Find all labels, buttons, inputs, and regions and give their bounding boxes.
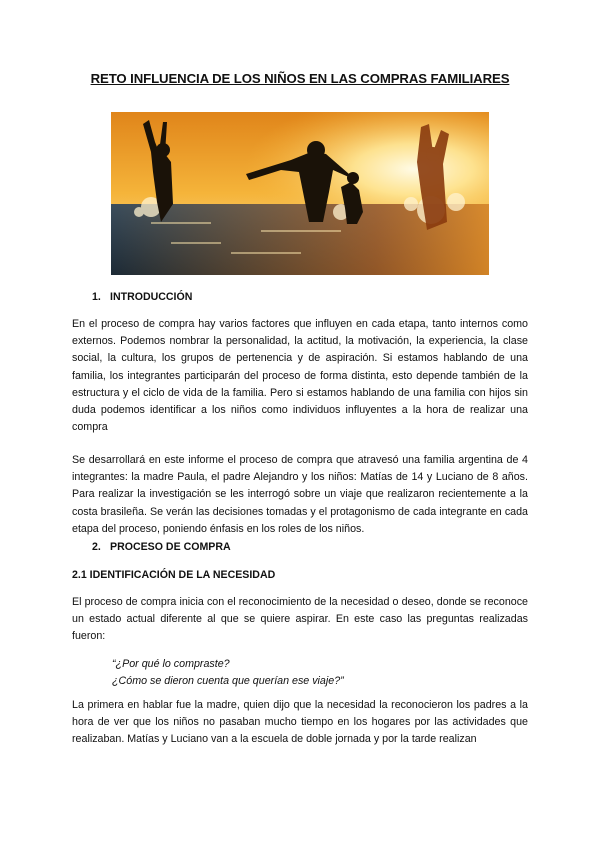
subsection-heading: 2.1 IDENTIFICACIÓN DE LA NECESIDAD [72, 569, 276, 581]
section-heading-introduccion [92, 291, 192, 303]
intro-paragraph-1: En el proceso de compra hay varios factores que influyen en cada etapa, tanto internos como externos. Podemos nombrar la personalidad, la actitud, la motivación, la experiencia, la clase social, la cultura, los grupos de pertenencia y de aspiración. Si estamos hablando de una familia, los integrantes participarán del proceso de forma distinta, esto depende también de la estructura y el ciclo de vida de la familia. Pero si estamos hablando de una familia con hijos sin duda podemos identificar a los niños como individuos influyentes a la hora de realizar una compra [72, 318, 528, 434]
section-number: 2. [92, 541, 101, 553]
beach-photo [111, 112, 489, 275]
section-heading-text: PROCESO DE COMPRA [110, 541, 231, 553]
document-title: RETO INFLUENCIA DE LOS NIÑOS EN LAS COMPRAS FAMILIARES [90, 71, 510, 86]
need-paragraph: El proceso de compra inicia con el reconocimiento de la necesidad o deseo, donde se reconoce un estado actual diferente al que se quiere aspirar. En este caso las preguntas realizadas fueron: [72, 596, 528, 643]
last-paragraph: La primera en hablar fue la madre, quien dijo que la necesidad la reconocieron los padres a la hora de ver que los niños no pasaban mucho tiempo en los hogares por las actividades que realizaban. Matías y Luciano van a la escuela de doble jornada y por la tarde realizan [72, 699, 528, 746]
section-heading-text: INTRODUCCIÓN [110, 291, 193, 303]
question-2: ¿Cómo se dieron cuenta que querían ese viaje?” [112, 675, 344, 687]
section-heading-proceso [92, 541, 231, 553]
intro-paragraph-2: Se desarrollará en este informe el proceso de compra que atravesó una familia argentina de 4 integrantes: la madre Paula, el padre Alejandro y los niños: Matías de 14 y Luciano de 8 años. Para realizar la investigación se les interrogó sobre un viaje que realizaron recientemente a la costa brasileña. Se verán las decisiones tomadas y el protagonismo de cada integrante en cada etapa del proceso, poniendo énfasis en los roles de los niños. [72, 454, 528, 535]
section-number: 1. [92, 291, 101, 303]
question-1: “¿Por qué lo compraste? [112, 658, 230, 670]
questions-quote [112, 656, 512, 690]
